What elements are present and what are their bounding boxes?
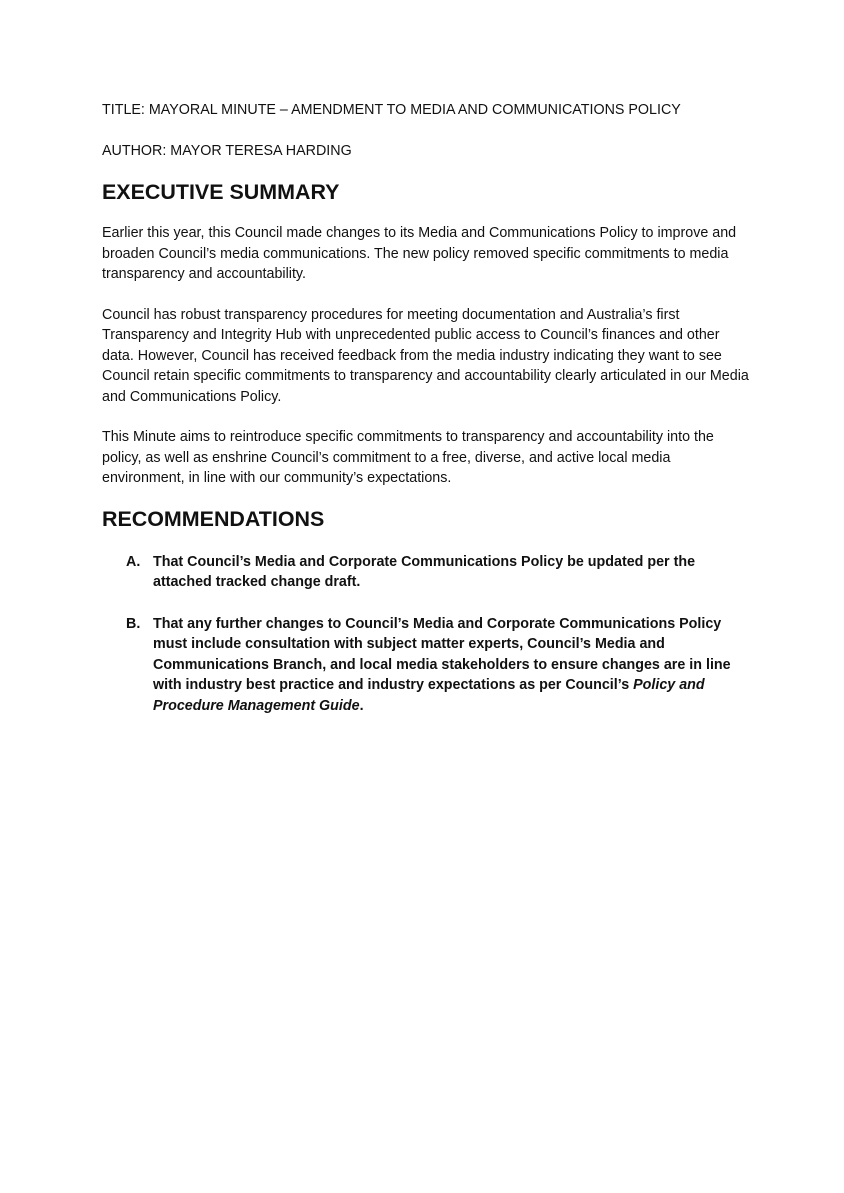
- recommendation-letter: A.: [126, 553, 141, 570]
- policy-guide-reference: Policy and Procedure Management Guide: [153, 677, 705, 714]
- recommendation-a: [102, 552, 752, 593]
- recommendations-heading: RECOMMENDATIONS: [102, 506, 325, 531]
- recommendation-text-wrapper: [153, 616, 731, 714]
- document-page: [102, 100, 752, 737]
- document-title: TITLE: MAYORAL MINUTE – AMENDMENT TO MEDIA AND COMMUNICATIONS POLICY: [102, 102, 681, 118]
- executive-summary-heading: EXECUTIVE SUMMARY: [102, 180, 340, 204]
- summary-paragraph-3: This Minute aims to reintroduce specific commitments to transparency and accountability into the policy, as well as enshrine Council’s commitment to a free, diverse, and active local media environment, in line with our community’s expectations.: [102, 429, 714, 486]
- summary-paragraph-1: Earlier this year, this Council made changes to its Media and Communications Policy to improve and broaden Council’s media communications. The new policy removed specific commitments to media transparency and accountability.: [102, 225, 737, 282]
- recommendations-list: [102, 552, 752, 717]
- document-author: AUTHOR: MAYOR TERESA HARDING: [102, 143, 352, 159]
- recommendations-section: [102, 506, 752, 717]
- recommendation-suffix: .: [359, 697, 364, 714]
- recommendation-text: That Council’s Media and Corporate Communications Policy be updated per the attached tracked change draft.: [153, 553, 696, 590]
- executive-summary-section: [102, 182, 752, 489]
- recommendation-text: That any further changes to Council’s Media and Corporate Communications Policy must include consultation with subject matter experts, Council’s Media and Communications Branch, and local media stakeholders to ensure changes are in line with industry best practice and industry expectations as per Council’s: [153, 615, 731, 693]
- recommendation-b: [102, 614, 752, 717]
- recommendation-letter: B.: [126, 615, 141, 632]
- summary-paragraph-2: Council has robust transparency procedures for meeting documentation and Australia’s first Transparency and Integrity Hub with unprecedented public access to Council’s finances and other data. However, Council has received feedback from the media industry indicating they want to see Council retain specific commitments to transparency and accountability clearly articulated in our Media and Communications Policy.: [102, 306, 749, 405]
